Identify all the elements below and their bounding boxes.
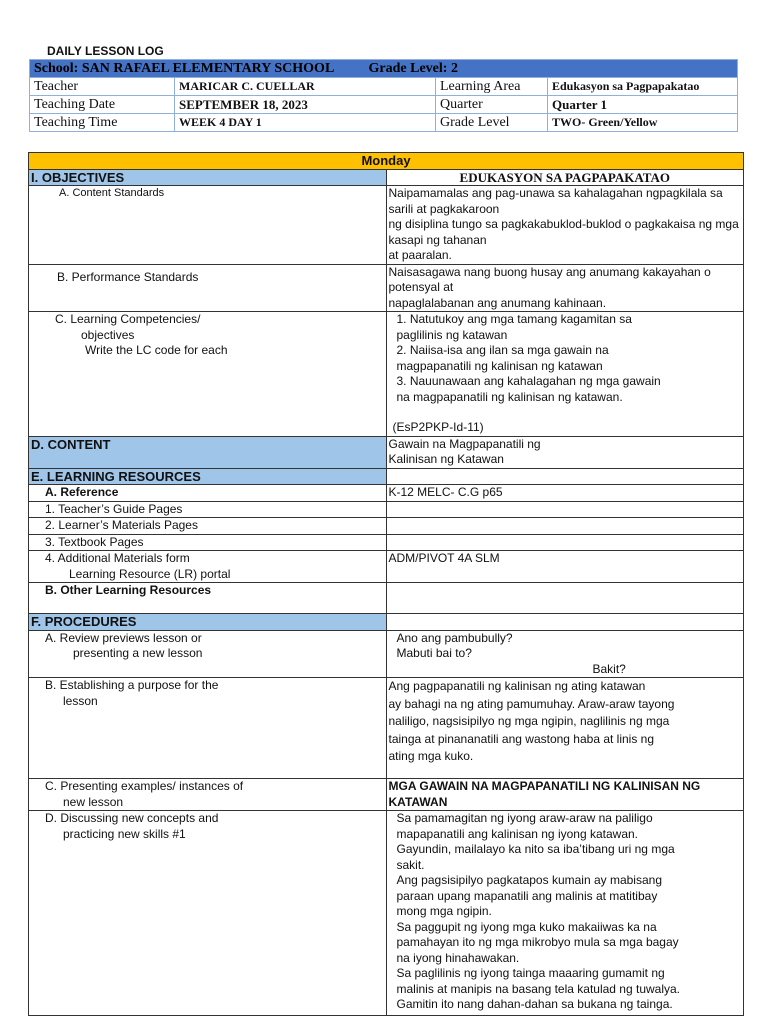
competency-line: paglilinis ng katawan bbox=[396, 327, 508, 342]
additional-label-line: Learning Resource (LR) portal bbox=[69, 566, 231, 581]
date-row bbox=[30, 96, 738, 114]
content-label: D. CONTENT bbox=[29, 436, 387, 468]
content-standards-label: A. Content Standards bbox=[29, 186, 387, 265]
examples-label-line: C. Presenting examples/ instances of bbox=[45, 779, 244, 793]
discussing-line: pamahayan ito ng mga mikrobyo mula sa mga bagay bbox=[396, 935, 679, 949]
teaching-date-label: Teaching Date bbox=[30, 96, 175, 114]
competencies-row bbox=[29, 312, 744, 437]
additional-materials-label bbox=[29, 551, 387, 583]
competencies-label-line: objectives bbox=[81, 327, 135, 342]
tb-row bbox=[29, 534, 744, 551]
procedures-blank bbox=[386, 614, 744, 631]
teaching-time-value: WEEK 4 DAY 1 bbox=[175, 114, 436, 132]
tg-value bbox=[386, 501, 744, 518]
discussing-line: sakit. bbox=[396, 857, 425, 872]
day-row bbox=[29, 153, 744, 170]
purpose-line: Ang pagpapanatili ng kalinisan ng ating katawan bbox=[388, 679, 646, 693]
performance-standards-line: napaglalabanan ang anumang kahinaan. bbox=[388, 295, 607, 310]
grade-level-value: TWO- Green/Yellow bbox=[548, 114, 738, 132]
review-label bbox=[29, 630, 387, 678]
reference-value: K-12 MELC- C.G p65 bbox=[386, 485, 744, 502]
school-cell bbox=[30, 60, 738, 78]
discussing-row bbox=[29, 811, 744, 1016]
content-standards-line: Naipamamalas ang pag-unawa sa kahalagahan ngpagkilala sa sarili at pagkakaroon bbox=[388, 186, 723, 216]
content-standards-row bbox=[29, 186, 744, 265]
review-line: Bakit? bbox=[592, 661, 626, 676]
content-standards-line: at paaralan. bbox=[388, 248, 452, 262]
purpose-label-line: B. Establishing a purpose for the bbox=[45, 678, 219, 692]
learning-resources-label: E. LEARNING RESOURCES bbox=[29, 468, 387, 485]
tg-row bbox=[29, 501, 744, 518]
discussing-line: na iyong hinahawakan. bbox=[396, 950, 520, 965]
reference-row bbox=[29, 485, 744, 502]
discussing-line: Gayundin, mailalayo ka nito sa iba’tibang uri ng mga bbox=[396, 842, 675, 856]
learning-area-label: Learning Area bbox=[436, 78, 548, 96]
content-row bbox=[29, 436, 744, 468]
grade-level-line: Grade Level: 2 bbox=[368, 60, 458, 76]
performance-standards-row bbox=[29, 264, 744, 312]
additional-materials-value: ADM/PIVOT 4A SLM bbox=[386, 551, 744, 583]
discussing-label-line: practicing new skills #1 bbox=[63, 826, 186, 841]
discussing-line: Sa paglilinis ng iyong tainga maaaring gumamit ng bbox=[396, 966, 665, 980]
competency-spacer bbox=[393, 405, 742, 420]
school-line: School: SAN RAFAEL ELEMENTARY SCHOOL bbox=[34, 60, 334, 76]
doc-title: DAILY LESSON LOG bbox=[47, 44, 164, 58]
quarter-label: Quarter bbox=[436, 96, 548, 114]
review-text bbox=[386, 630, 744, 678]
review-line: Mabuti bai to? bbox=[396, 646, 472, 660]
time-row bbox=[30, 114, 738, 132]
content-standards-text bbox=[386, 186, 744, 265]
examples-row bbox=[29, 779, 744, 811]
purpose-line: ating mga kuko. bbox=[388, 749, 474, 763]
discussing-line: Sa pamamagitan ng iyong araw-araw na paliligo bbox=[396, 811, 653, 825]
review-row bbox=[29, 630, 744, 678]
purpose-label bbox=[29, 678, 387, 779]
lm-label: 2. Learner’s Materials Pages bbox=[29, 518, 387, 535]
content-line: Kalinisan ng Katawan bbox=[388, 452, 504, 466]
learning-resources-row bbox=[29, 468, 744, 485]
discussing-line: paraan upang mapanatili ang malinis at matitibay bbox=[396, 888, 658, 903]
teacher-label: Teacher bbox=[30, 78, 175, 96]
header-table bbox=[29, 59, 738, 132]
lm-value bbox=[386, 518, 744, 535]
discussing-line: Gamitin ito nang dahan-dahan sa bukana ng tainga. bbox=[396, 997, 673, 1011]
discussing-label bbox=[29, 811, 387, 1016]
lm-row bbox=[29, 518, 744, 535]
day-cell: Monday bbox=[29, 153, 744, 170]
discussing-line: malinis at manipis na basang tela katulad ng tuwalya. bbox=[396, 981, 680, 996]
lesson-table bbox=[28, 152, 744, 1016]
examples-label bbox=[29, 779, 387, 811]
teaching-date-value: SEPTEMBER 18, 2023 bbox=[175, 96, 436, 114]
competency-line: 2. Naiisa-isa ang ilan sa mga gawain na bbox=[396, 343, 609, 357]
tb-label: 3. Textbook Pages bbox=[29, 534, 387, 551]
examples-line: MGA GAWAIN NA MAGPAPANATILI NG KALINISAN NG bbox=[388, 779, 701, 793]
quarter-value: Quarter 1 bbox=[548, 96, 738, 114]
learning-area-value: Edukasyon sa Pagpapakatao bbox=[548, 78, 738, 96]
competencies-label bbox=[29, 312, 387, 437]
competencies-label-line: Write the LC code for each bbox=[85, 343, 228, 357]
discussing-line: Ang pagsisipilyo pagkatapos kumain ay mabisang bbox=[396, 873, 662, 887]
other-resources-value bbox=[386, 583, 744, 614]
discussing-text bbox=[386, 811, 744, 1016]
purpose-line: tainga at pinananatili ang wastong haba at linis ng bbox=[388, 731, 655, 746]
other-resources-row bbox=[29, 583, 744, 614]
examples-text bbox=[386, 779, 744, 811]
purpose-line: naliligo, nagsisipilyo ng mga ngipin, naglilinis ng mga bbox=[388, 714, 670, 728]
objectives-label: I. OBJECTIVES bbox=[29, 169, 387, 186]
lc-code: (EsP2PKP-Id-11) bbox=[392, 420, 484, 434]
content-line: Gawain na Magpapanatili ng bbox=[388, 436, 541, 451]
additional-label-line: 4. Additional Materials form bbox=[45, 551, 190, 565]
tg-label: 1. Teacher’s Guide Pages bbox=[29, 501, 387, 518]
reference-label: A. Reference bbox=[29, 485, 387, 502]
discussing-line: mapapanatili ang kalinisan ng iyong katawan. bbox=[396, 826, 638, 841]
learning-resources-blank bbox=[386, 468, 744, 485]
examples-label-line: new lesson bbox=[63, 794, 124, 809]
discussing-label-line: D. Discussing new concepts and bbox=[45, 811, 219, 825]
purpose-text bbox=[386, 678, 744, 779]
additional-materials-row bbox=[29, 551, 744, 583]
competencies-text bbox=[386, 312, 744, 437]
review-label-line: presenting a new lesson bbox=[73, 646, 203, 660]
content-text bbox=[386, 436, 744, 468]
subject-title: EDUKASYON SA PAGPAPAKATAO bbox=[386, 169, 744, 186]
competency-line: magpapanatili ng kalinisan ng katawan bbox=[396, 358, 603, 373]
examples-line: KATAWAN bbox=[388, 794, 448, 809]
procedures-label: F. PROCEDURES bbox=[29, 614, 387, 631]
school-row bbox=[30, 60, 738, 78]
competency-line: 3. Nauunawaan ang kahalagahan ng mga gawain bbox=[396, 374, 661, 388]
discussing-line: mong mga ngipin. bbox=[396, 904, 492, 918]
purpose-label-line: lesson bbox=[63, 693, 98, 708]
purpose-row bbox=[29, 678, 744, 779]
review-line: Ano ang pambubully? bbox=[396, 630, 513, 645]
review-label-line: A. Review previews lesson or bbox=[45, 630, 202, 645]
purpose-line: ay bahagi na ng ating pamumuhay. Araw-araw tayong bbox=[388, 696, 675, 711]
competency-line: 1. Natutukoy ang mga tamang kagamitan sa bbox=[396, 312, 632, 326]
competencies-label-line: C. Learning Competencies/ bbox=[55, 312, 201, 326]
other-resources-label: B. Other Learning Resources bbox=[29, 583, 387, 614]
teacher-row bbox=[30, 78, 738, 96]
procedures-row bbox=[29, 614, 744, 631]
tb-value bbox=[386, 534, 744, 551]
teaching-time-label: Teaching Time bbox=[30, 114, 175, 132]
teacher-value: MARICAR C. CUELLAR bbox=[175, 78, 436, 96]
competency-line: na magpapanatili ng kalinisan ng katawan. bbox=[396, 389, 623, 404]
grade-level-label: Grade Level bbox=[436, 114, 548, 132]
objectives-row bbox=[29, 169, 744, 186]
content-standards-line: ng disiplina tungo sa pagkakabuklod-buklod o pagkakaisa ng mga kasapi ng tahanan bbox=[388, 217, 739, 247]
discussing-line: Sa paggupit ng iyong mga kuko makaiiwas ka na bbox=[396, 919, 657, 934]
performance-standards-line: Naisasagawa nang buong husay ang anumang kakayahan o potensyal at bbox=[388, 264, 711, 294]
performance-standards-text bbox=[386, 264, 744, 312]
performance-standards-label: B. Performance Standards bbox=[29, 264, 387, 312]
